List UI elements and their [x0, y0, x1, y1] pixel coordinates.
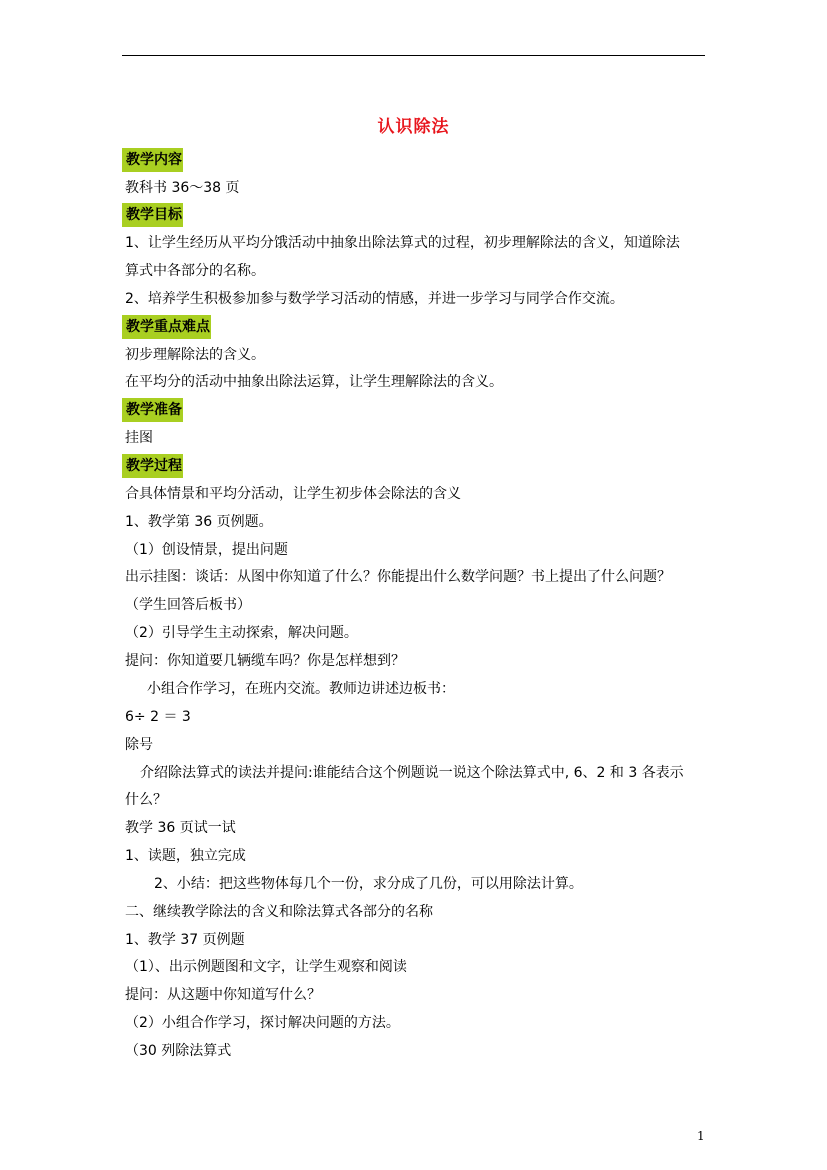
text-line: （1）创设情景，提出问题 — [125, 542, 288, 558]
header-rule — [122, 55, 705, 56]
text-line: 1、教学 37 页例题 — [125, 932, 245, 948]
text-line: 挂图 — [125, 430, 153, 446]
text-line: 算式中各部分的名称。 — [125, 263, 265, 279]
section-heading-process: 教学过程 — [122, 454, 183, 478]
text-line: （学生回答后板书） — [125, 597, 251, 613]
text-line: 教科书 36～38 页 — [125, 180, 240, 196]
text-line: （2）引导学生主动探索，解决问题。 — [125, 625, 358, 641]
text-line: 小组合作学习，在班内交流。教师边讲述边板书： — [147, 681, 455, 697]
text-line: （1）、出示例题图和文字，让学生观察和阅读 — [125, 959, 407, 975]
text-line: 初步理解除法的含义。 — [125, 347, 265, 363]
text-line: 教学 36 页试一试 — [125, 820, 236, 836]
section-heading-content: 教学内容 — [122, 148, 183, 172]
page-number: 1 — [697, 1129, 705, 1143]
section-heading-objectives: 教学目标 — [122, 203, 183, 227]
text-line: 2、培养学生积极参加参与数学学习活动的情感，并进一步学习与同学合作交流。 — [125, 291, 624, 307]
text-line: 介绍除法算式的读法并提问:谁能结合这个例题说一说这个除法算式中, 6、2 和 3 各表示 — [140, 765, 684, 781]
text-line: 提问：你知道要几辆缆车吗？你是怎样想到？ — [125, 653, 405, 669]
text-line: （2）小组合作学习，探讨解决问题的方法。 — [125, 1015, 400, 1031]
text-line: 除号 — [125, 737, 153, 753]
page-title: 认识除法 — [377, 117, 450, 137]
text-line: 合具体情景和平均分活动，让学生初步体会除法的含义 — [125, 486, 461, 502]
text-line: （30 列除法算式 — [125, 1043, 232, 1059]
text-line: 1、读题，独立完成 — [125, 848, 246, 864]
text-line: 1、教学第 36 页例题。 — [125, 514, 273, 530]
text-line: 什么？ — [125, 792, 167, 808]
text-line: 提问：从这题中你知道写什么？ — [125, 987, 321, 1003]
text-line: 在平均分的活动中抽象出除法运算，让学生理解除法的含义。 — [125, 374, 503, 390]
division-equation: 6÷ 2 ＝ 3 — [125, 709, 191, 725]
text-line: 1、让学生经历从平均分饿活动中抽象出除法算式的过程，初步理解除法的含义，知道除法 — [125, 235, 680, 251]
text-line: 2、小结：把这些物体每几个一份，求分成了几份，可以用除法计算。 — [154, 876, 583, 892]
section-heading-preparation: 教学准备 — [122, 398, 183, 422]
text-line: 二、继续教学除法的含义和除法算式各部分的名称 — [125, 904, 433, 920]
section-heading-keypoints: 教学重点难点 — [122, 315, 211, 339]
text-line: 出示挂图：谈话：从图中你知道了什么？你能提出什么数学问题？书上提出了什么问题？ — [125, 569, 671, 585]
